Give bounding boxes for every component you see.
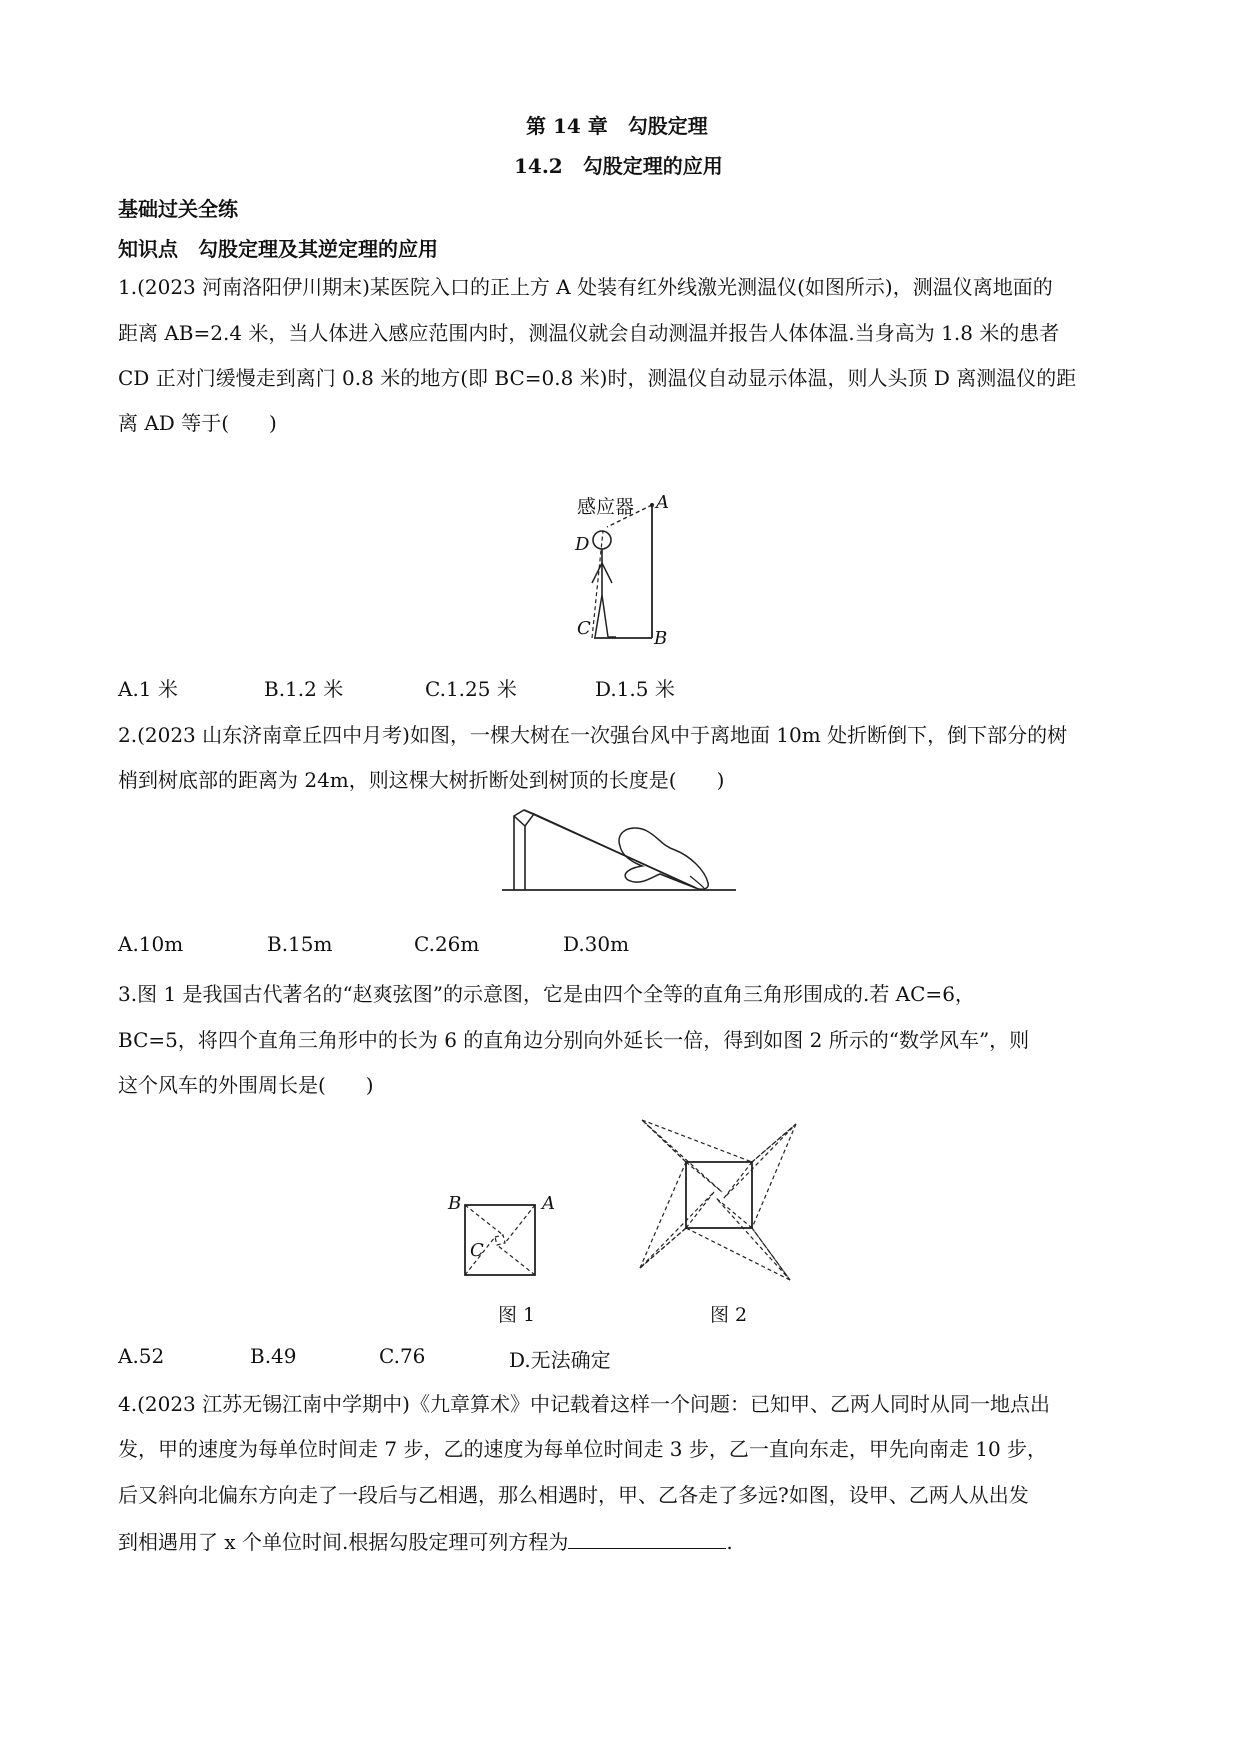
q1-sensor-label: 感应器 xyxy=(577,496,635,518)
q2-line-2: 梢到树底部的距离为 24m，则这棵大树折断处到树顶的长度是( ) xyxy=(118,768,725,792)
q3-line-1: 3.图 1 是我国古代著名的“赵爽弦图”的示意图，它是由四个全等的直角三角形围成的.若 AC=6， xyxy=(118,982,975,1006)
q3-fig1-caption: 图 1 xyxy=(498,1304,536,1326)
q4-line-3: 后又斜向北偏东方向走了一段后与乙相遇，那么相遇时，甲、乙各走了多远?如图，设甲、乙两人从出发 xyxy=(118,1483,1029,1507)
q2-option-b[interactable]: B.15m xyxy=(267,932,333,956)
q1-label-d: D xyxy=(575,534,590,555)
q1-option-c[interactable]: C.1.25 米 xyxy=(425,677,517,701)
q4-line-1: 4.(2023 江苏无锡江南中学期中)《九章算术》中记载着这样一个问题：已知甲、乙两人同时从同一地点出 xyxy=(118,1392,1050,1416)
knowledge-point-heading: 知识点 勾股定理及其逆定理的应用 xyxy=(118,237,438,261)
q2-option-a[interactable]: A.10m xyxy=(118,932,184,956)
chapter-title: 第 14 章 勾股定理 xyxy=(526,114,708,138)
q2-line-1: 2.(2023 山东济南章丘四中月考)如图，一棵大树在一次强台风中于离地面 10m 处折断倒下，倒下部分的树 xyxy=(118,723,1068,747)
q3-fig1-label-a: A xyxy=(542,1193,555,1214)
practice-heading: 基础过关全练 xyxy=(118,197,238,221)
q1-option-d[interactable]: D.1.5 米 xyxy=(595,677,675,701)
q4-line-4-text: 到相遇用了 x 个单位时间.根据勾股定理可列方程为 xyxy=(118,1530,569,1554)
q1-label-b: B xyxy=(654,628,668,649)
q1-option-b[interactable]: B.1.2 米 xyxy=(264,677,344,701)
q4-end-mark: . xyxy=(726,1530,733,1554)
q4-line-4 xyxy=(118,1528,733,1554)
q1-line-2: 距离 AB=2.4 米，当人体进入感应范围内时，测温仪就会自动测温并报告人体体温.当身高为 1.8 米的患者 xyxy=(118,321,1060,345)
q1-label-c: C xyxy=(577,618,591,639)
q2-option-d[interactable]: D.30m xyxy=(563,932,630,956)
q1-option-a[interactable]: A.1 米 xyxy=(118,677,178,701)
q3-fig2-caption: 图 2 xyxy=(710,1304,748,1326)
q3-option-a[interactable]: A.52 xyxy=(118,1344,165,1368)
q3-option-c[interactable]: C.76 xyxy=(379,1344,426,1368)
q1-line-4: 离 AD 等于( ) xyxy=(118,411,277,435)
q4-line-2: 发，甲的速度为每单位时间走 7 步，乙的速度为每单位时间走 3 步，乙一直向东走，甲先向南走 10 步， xyxy=(118,1437,1048,1461)
q2-broken-tree-figure xyxy=(500,808,740,898)
q3-option-b[interactable]: B.49 xyxy=(250,1344,297,1368)
q3-windmill-diagram xyxy=(638,1120,798,1285)
q4-answer-blank[interactable] xyxy=(568,1528,726,1549)
q3-fig1-label-b: B xyxy=(448,1193,462,1214)
section-title: 14.2 勾股定理的应用 xyxy=(514,154,723,178)
q1-line-1: 1.(2023 河南洛阳伊川期末)某医院入口的正上方 A 处装有红外线激光测温仪(如图所示)，测温仪离地面的 xyxy=(118,275,1053,299)
q3-line-2: BC=5，将四个直角三角形中的长为 6 的直角边分别向外延长一倍，得到如图 2 所示的“数学风车”，则 xyxy=(118,1028,1030,1052)
q2-option-c[interactable]: C.26m xyxy=(414,932,480,956)
q1-line-3: CD 正对门缓慢走到离门 0.8 米的地方(即 BC=0.8 米)时，测温仪自动显示体温，则人头顶 D 离测温仪的距 xyxy=(118,366,1077,390)
q3-option-d[interactable]: D.无法确定 xyxy=(509,1348,611,1372)
q3-fig1-label-c: C xyxy=(470,1240,484,1261)
q3-line-3: 这个风车的外围周长是( ) xyxy=(118,1073,374,1097)
q1-label-a: A xyxy=(656,492,669,513)
